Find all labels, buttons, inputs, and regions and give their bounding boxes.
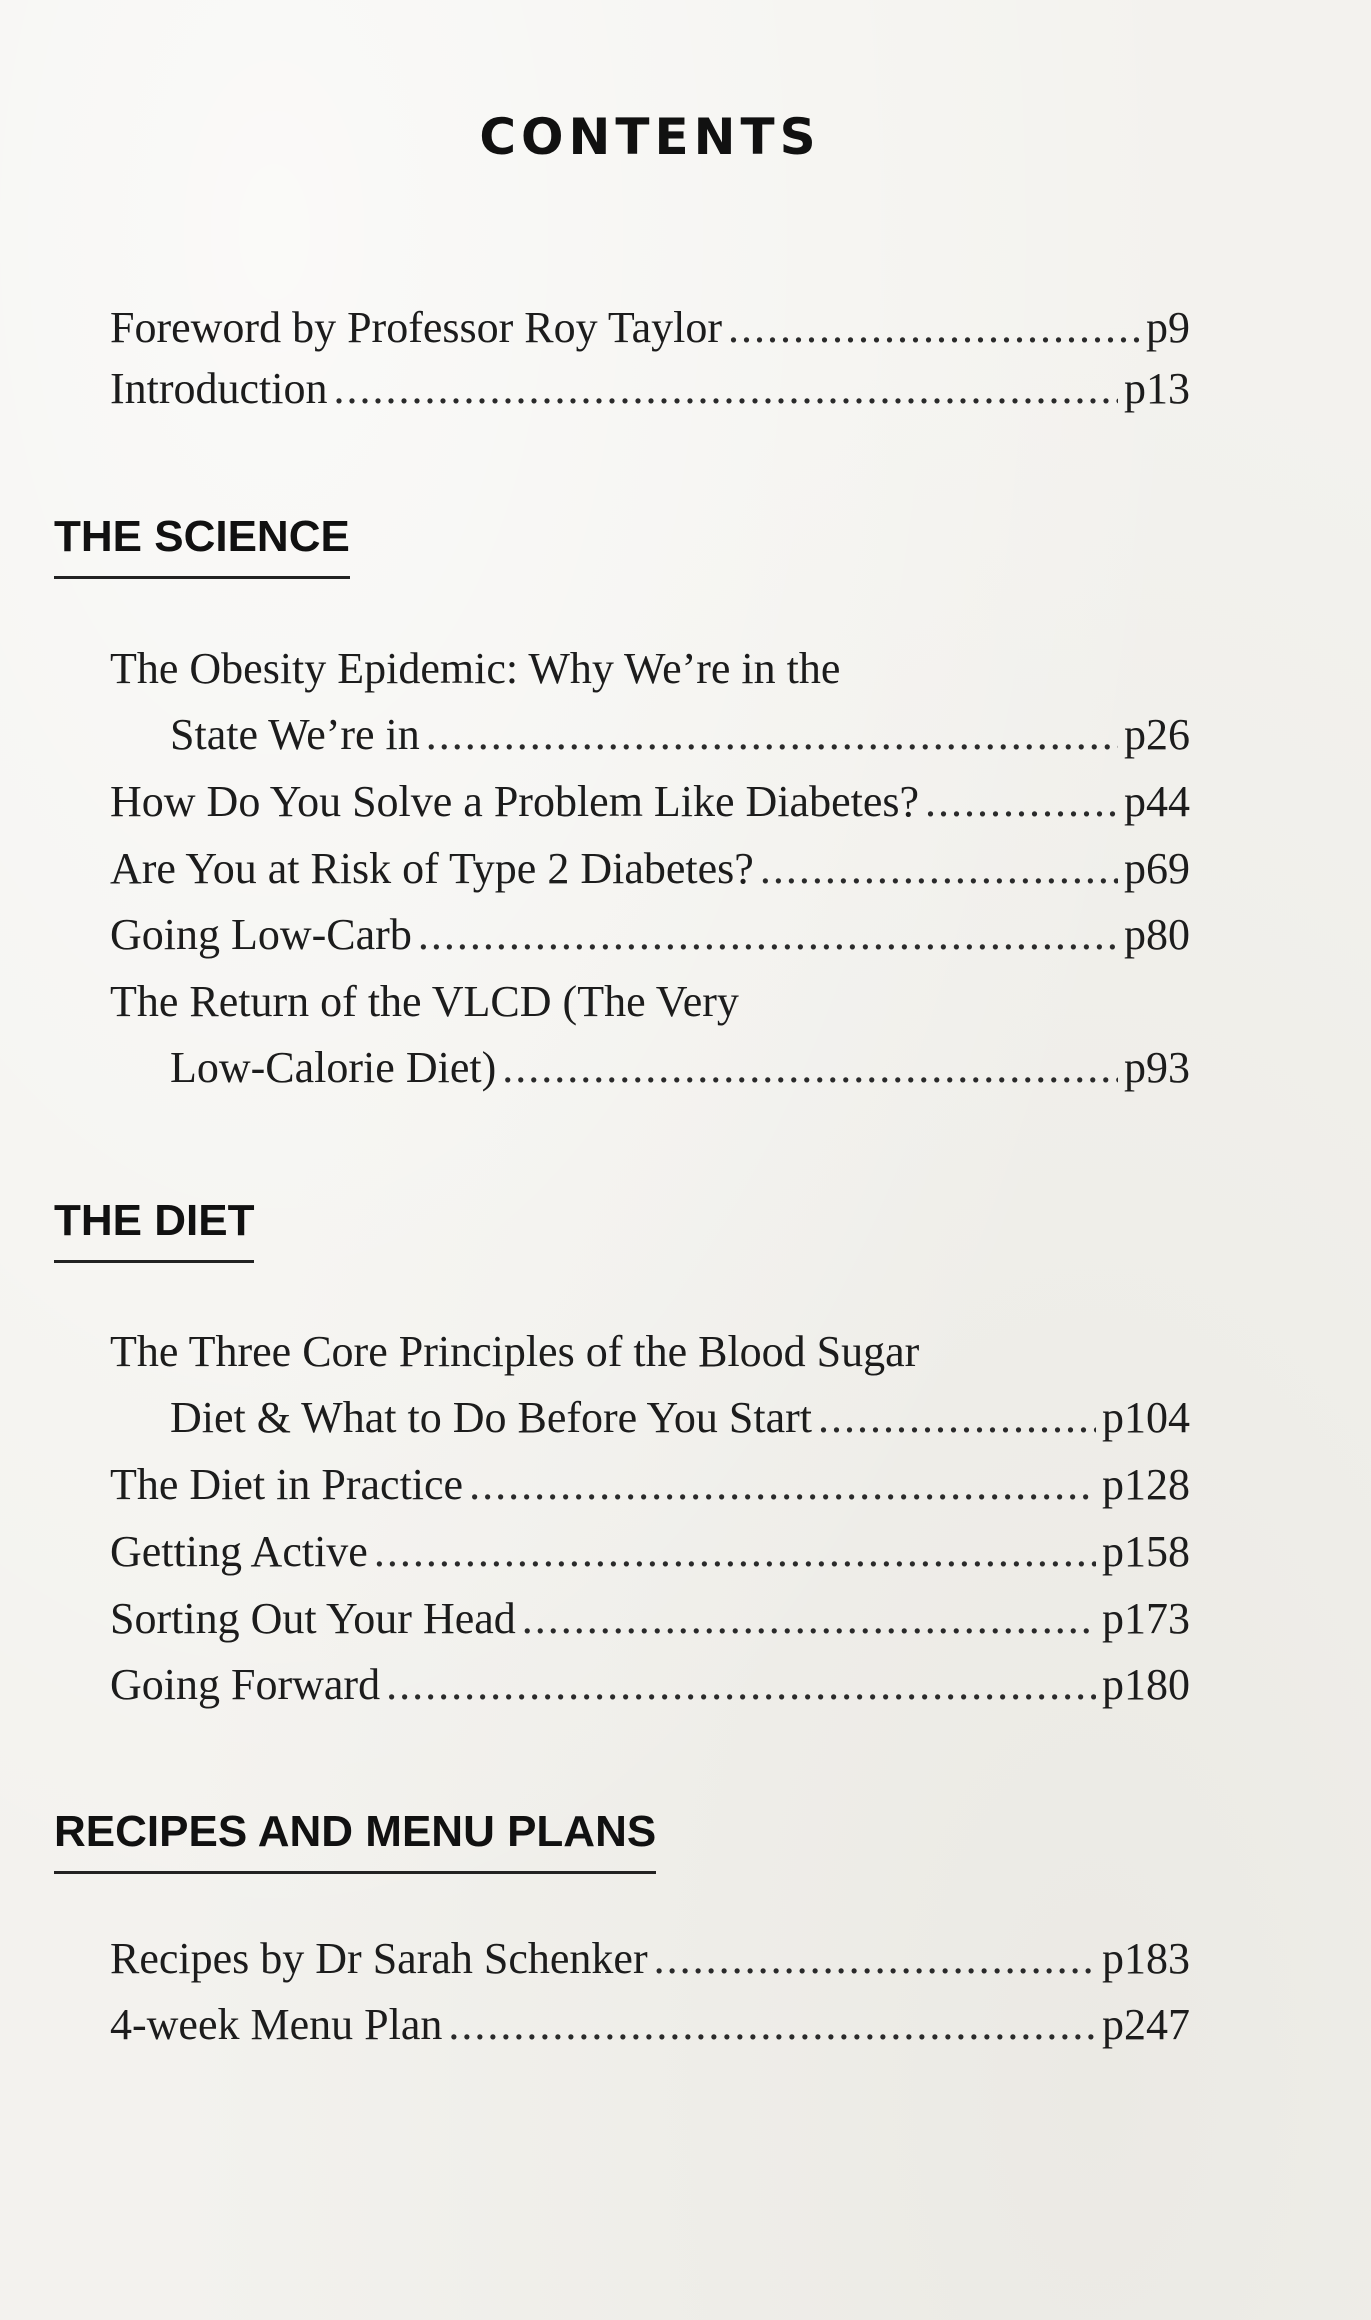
entry-text: Low-Calorie Diet) <box>170 1043 497 1092</box>
dot-leader <box>374 1519 1096 1585</box>
toc-entry <box>110 1992 1190 2058</box>
entry-text: Diet & What to Do Before You Start <box>170 1393 813 1442</box>
toc-entry <box>110 969 1190 1101</box>
page-number: p69 <box>1124 844 1190 893</box>
toc-entry <box>110 1319 1190 1451</box>
entry-text: Sorting Out Your Head <box>110 1594 516 1643</box>
entry-text: Going Forward <box>110 1660 381 1709</box>
page-number: p26 <box>1124 710 1190 759</box>
toc-entry <box>110 1452 1190 1518</box>
page-number: p93 <box>1124 1043 1190 1092</box>
page-number: p183 <box>1102 1934 1190 1983</box>
toc-entry <box>110 902 1190 968</box>
page-number: p13 <box>1124 364 1190 413</box>
entry-text: Recipes by Dr Sarah Schenker <box>110 1934 648 1983</box>
entry-text: Going Low-Carb <box>110 910 412 959</box>
entry-text: 4-week Menu Plan <box>110 2000 443 2049</box>
entry-text: The Three Core Principles of the Blood Sugar <box>110 1327 920 1376</box>
page-number: p9 <box>1146 303 1190 352</box>
dot-leader <box>426 702 1118 768</box>
toc-entry <box>110 1926 1190 1992</box>
dot-leader <box>654 1926 1096 1992</box>
entry-text: Introduction <box>110 364 328 413</box>
toc-entry-foreword <box>110 295 1190 361</box>
dot-leader <box>522 1586 1096 1652</box>
section-heading-science: THE SCIENCE <box>54 512 350 579</box>
toc-entry-introduction <box>110 356 1190 422</box>
entry-text: State We’re in <box>170 710 420 759</box>
page-number: p80 <box>1124 910 1190 959</box>
dot-leader <box>728 295 1140 361</box>
entry-text: The Obesity Epidemic: Why We’re in the <box>110 644 841 693</box>
toc-entry <box>110 1519 1190 1585</box>
dot-leader <box>760 836 1118 902</box>
entry-text: How Do You Solve a Problem Like Diabetes? <box>110 777 920 826</box>
toc-entry <box>110 836 1190 902</box>
dot-leader <box>334 356 1118 422</box>
page-number: p180 <box>1102 1660 1190 1709</box>
section-heading-diet: THE DIET <box>54 1196 254 1263</box>
entry-text: The Return of the VLCD (The Very <box>110 977 739 1026</box>
dot-leader <box>418 902 1118 968</box>
dot-leader <box>818 1385 1096 1451</box>
toc-entry <box>110 636 1190 768</box>
dot-leader <box>448 1992 1096 2058</box>
toc-entry <box>110 1652 1190 1718</box>
page-number: p247 <box>1102 2000 1190 2049</box>
dot-leader <box>386 1652 1096 1718</box>
entry-text: Foreword by Professor Roy Taylor <box>110 303 723 352</box>
contents-title: CONTENTS <box>479 108 821 166</box>
dot-leader <box>502 1035 1118 1101</box>
page-number: p44 <box>1124 777 1190 826</box>
dot-leader <box>925 769 1118 835</box>
entry-text: Getting Active <box>110 1527 368 1576</box>
page-number: p158 <box>1102 1527 1190 1576</box>
page-number: p128 <box>1102 1460 1190 1509</box>
section-heading-recipes: RECIPES AND MENU PLANS <box>54 1807 656 1874</box>
page-number: p173 <box>1102 1594 1190 1643</box>
entry-text: Are You at Risk of Type 2 Diabetes? <box>110 844 754 893</box>
toc-entry <box>110 1586 1190 1652</box>
dot-leader <box>469 1452 1096 1518</box>
page-number: p104 <box>1102 1393 1190 1442</box>
toc-entry <box>110 769 1190 835</box>
entry-text: The Diet in Practice <box>110 1460 464 1509</box>
